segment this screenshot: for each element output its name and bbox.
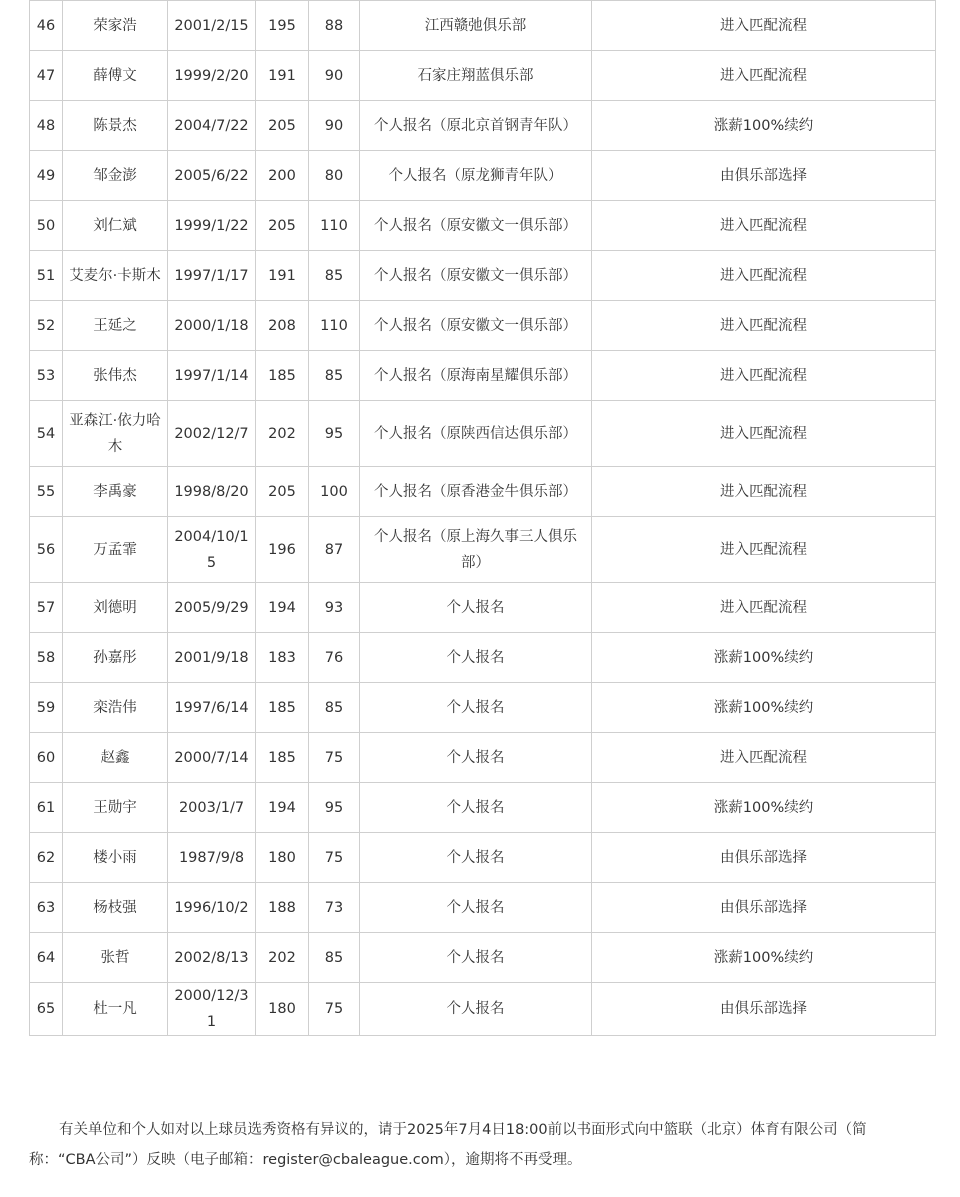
cell-height: 191 [256, 251, 309, 301]
cell-height: 208 [256, 301, 309, 351]
cell-registration-source: 个人报名（原安徽文一俱乐部） [360, 251, 592, 301]
cell-status: 进入匹配流程 [592, 351, 936, 401]
table-body [30, 1, 936, 1036]
cell-birth-date: 2004/7/22 [168, 101, 256, 151]
cell-player-name: 王勋宇 [63, 783, 168, 833]
cell-weight: 100 [309, 467, 360, 517]
table-row [30, 683, 936, 733]
cell-weight: 110 [309, 201, 360, 251]
cell-birth-date: 2005/6/22 [168, 151, 256, 201]
table-row [30, 983, 936, 1036]
cell-status: 进入匹配流程 [592, 517, 936, 583]
cell-registration-source: 个人报名（原安徽文一俱乐部） [360, 201, 592, 251]
cell-height: 185 [256, 683, 309, 733]
cell-player-name: 孙嘉彤 [63, 633, 168, 683]
cell-number: 47 [30, 51, 63, 101]
cell-registration-source: 个人报名 [360, 983, 592, 1036]
cell-weight: 73 [309, 883, 360, 933]
cell-height: 188 [256, 883, 309, 933]
table-row [30, 301, 936, 351]
cell-number: 61 [30, 783, 63, 833]
cell-registration-source: 个人报名 [360, 583, 592, 633]
cell-registration-source: 个人报名 [360, 883, 592, 933]
cell-height: 185 [256, 351, 309, 401]
objection-notice: 有关单位和个人如对以上球员选秀资格有异议的，请于2025年7月4日18:00前以书面形式向中篮联（北京）体育有限公司（简称：“CBA公司”）反映（电子邮箱：register@cbaleague.com），逾期将不再受理。 [29, 1122, 867, 1168]
cell-player-name: 张哲 [63, 933, 168, 983]
cell-registration-source: 江西赣弛俱乐部 [360, 1, 592, 51]
cell-registration-source: 个人报名 [360, 683, 592, 733]
table-row [30, 251, 936, 301]
cell-birth-date: 2005/9/29 [168, 583, 256, 633]
cell-number: 57 [30, 583, 63, 633]
cell-registration-source: 个人报名（原海南星耀俱乐部） [360, 351, 592, 401]
table-row [30, 101, 936, 151]
cell-height: 205 [256, 467, 309, 517]
cell-registration-source: 个人报名（原龙狮青年队） [360, 151, 592, 201]
cell-weight: 75 [309, 733, 360, 783]
cell-status: 进入匹配流程 [592, 467, 936, 517]
cell-weight: 93 [309, 583, 360, 633]
table-row [30, 783, 936, 833]
cell-player-name: 艾麦尔·卡斯木 [63, 251, 168, 301]
cell-player-name: 赵鑫 [63, 733, 168, 783]
cell-status: 由俱乐部选择 [592, 833, 936, 883]
cell-registration-source: 个人报名 [360, 783, 592, 833]
cell-status: 涨薪100%续约 [592, 683, 936, 733]
cell-birth-date: 1999/1/22 [168, 201, 256, 251]
cell-player-name: 杜一凡 [63, 983, 168, 1036]
cell-status: 涨薪100%续约 [592, 101, 936, 151]
cell-player-name: 栾浩伟 [63, 683, 168, 733]
cell-player-name: 亚森江·依力哈木 [63, 401, 168, 467]
table-row [30, 583, 936, 633]
cell-height: 180 [256, 983, 309, 1036]
table-row [30, 517, 936, 583]
cell-birth-date: 1997/6/14 [168, 683, 256, 733]
table-row [30, 933, 936, 983]
cell-weight: 85 [309, 251, 360, 301]
cell-player-name: 李禹豪 [63, 467, 168, 517]
cell-birth-date: 1997/1/17 [168, 251, 256, 301]
cell-number: 65 [30, 983, 63, 1036]
cell-status: 由俱乐部选择 [592, 151, 936, 201]
cell-birth-date: 2003/1/7 [168, 783, 256, 833]
cell-weight: 80 [309, 151, 360, 201]
cell-height: 202 [256, 401, 309, 467]
table-row [30, 1, 936, 51]
cell-height: 183 [256, 633, 309, 683]
cell-number: 63 [30, 883, 63, 933]
cell-status: 涨薪100%续约 [592, 783, 936, 833]
cell-player-name: 荣家浩 [63, 1, 168, 51]
draft-eligibility-table-container [29, 0, 935, 1036]
cell-weight: 85 [309, 351, 360, 401]
cell-height: 194 [256, 583, 309, 633]
cell-birth-date: 2000/12/31 [168, 983, 256, 1036]
cell-status: 进入匹配流程 [592, 733, 936, 783]
cell-registration-source: 个人报名（原香港金牛俱乐部） [360, 467, 592, 517]
draft-eligibility-table [29, 0, 936, 1036]
cell-registration-source: 个人报名 [360, 633, 592, 683]
cell-birth-date: 1997/1/14 [168, 351, 256, 401]
cell-player-name: 陈景杰 [63, 101, 168, 151]
cell-status: 由俱乐部选择 [592, 883, 936, 933]
cell-number: 55 [30, 467, 63, 517]
cell-status: 进入匹配流程 [592, 1, 936, 51]
cell-player-name: 薛傅文 [63, 51, 168, 101]
cell-registration-source: 石家庄翔蓝俱乐部 [360, 51, 592, 101]
cell-number: 60 [30, 733, 63, 783]
cell-number: 48 [30, 101, 63, 151]
cell-number: 52 [30, 301, 63, 351]
cell-birth-date: 2001/9/18 [168, 633, 256, 683]
cell-height: 202 [256, 933, 309, 983]
cell-registration-source: 个人报名 [360, 933, 592, 983]
cell-birth-date: 1999/2/20 [168, 51, 256, 101]
cell-weight: 90 [309, 101, 360, 151]
cell-height: 200 [256, 151, 309, 201]
table-row [30, 201, 936, 251]
table-row [30, 467, 936, 517]
cell-weight: 95 [309, 401, 360, 467]
cell-number: 49 [30, 151, 63, 201]
cell-weight: 85 [309, 683, 360, 733]
cell-status: 进入匹配流程 [592, 251, 936, 301]
table-row [30, 633, 936, 683]
cell-birth-date: 2002/8/13 [168, 933, 256, 983]
cell-status: 由俱乐部选择 [592, 983, 936, 1036]
cell-status: 进入匹配流程 [592, 401, 936, 467]
cell-player-name: 邹金澎 [63, 151, 168, 201]
cell-status: 涨薪100%续约 [592, 933, 936, 983]
cell-number: 46 [30, 1, 63, 51]
cell-weight: 88 [309, 1, 360, 51]
cell-birth-date: 2001/2/15 [168, 1, 256, 51]
cell-birth-date: 1987/9/8 [168, 833, 256, 883]
cell-status: 涨薪100%续约 [592, 633, 936, 683]
cell-weight: 95 [309, 783, 360, 833]
cell-status: 进入匹配流程 [592, 201, 936, 251]
cell-height: 185 [256, 733, 309, 783]
cell-height: 194 [256, 783, 309, 833]
cell-player-name: 楼小雨 [63, 833, 168, 883]
cell-birth-date: 2000/7/14 [168, 733, 256, 783]
cell-height: 205 [256, 201, 309, 251]
cell-registration-source: 个人报名 [360, 833, 592, 883]
cell-height: 191 [256, 51, 309, 101]
cell-status: 进入匹配流程 [592, 51, 936, 101]
cell-birth-date: 1996/10/2 [168, 883, 256, 933]
cell-weight: 85 [309, 933, 360, 983]
cell-birth-date: 1998/8/20 [168, 467, 256, 517]
cell-number: 64 [30, 933, 63, 983]
cell-weight: 90 [309, 51, 360, 101]
cell-number: 53 [30, 351, 63, 401]
cell-number: 51 [30, 251, 63, 301]
cell-player-name: 万孟霏 [63, 517, 168, 583]
cell-status: 进入匹配流程 [592, 583, 936, 633]
table-row [30, 733, 936, 783]
cell-registration-source: 个人报名（原安徽文一俱乐部） [360, 301, 592, 351]
cell-registration-source: 个人报名（原上海久事三人俱乐部） [360, 517, 592, 583]
cell-registration-source: 个人报名（原北京首钢青年队） [360, 101, 592, 151]
cell-number: 58 [30, 633, 63, 683]
cell-number: 50 [30, 201, 63, 251]
table-row [30, 883, 936, 933]
table-row [30, 351, 936, 401]
cell-player-name: 刘德明 [63, 583, 168, 633]
cell-number: 54 [30, 401, 63, 467]
cell-height: 196 [256, 517, 309, 583]
cell-player-name: 王延之 [63, 301, 168, 351]
cell-birth-date: 2004/10/15 [168, 517, 256, 583]
cell-birth-date: 2002/12/7 [168, 401, 256, 467]
table-row [30, 833, 936, 883]
cell-registration-source: 个人报名 [360, 733, 592, 783]
cell-weight: 75 [309, 833, 360, 883]
cell-number: 62 [30, 833, 63, 883]
table-row [30, 51, 936, 101]
cell-player-name: 张伟杰 [63, 351, 168, 401]
cell-weight: 110 [309, 301, 360, 351]
cell-weight: 76 [309, 633, 360, 683]
cell-registration-source: 个人报名（原陕西信达俱乐部） [360, 401, 592, 467]
cell-player-name: 刘仁斌 [63, 201, 168, 251]
cell-number: 59 [30, 683, 63, 733]
cell-status: 进入匹配流程 [592, 301, 936, 351]
cell-birth-date: 2000/1/18 [168, 301, 256, 351]
cell-height: 195 [256, 1, 309, 51]
cell-height: 180 [256, 833, 309, 883]
table-row [30, 151, 936, 201]
cell-weight: 87 [309, 517, 360, 583]
cell-weight: 75 [309, 983, 360, 1036]
cell-height: 205 [256, 101, 309, 151]
table-row [30, 401, 936, 467]
cell-number: 56 [30, 517, 63, 583]
cell-player-name: 杨枝强 [63, 883, 168, 933]
